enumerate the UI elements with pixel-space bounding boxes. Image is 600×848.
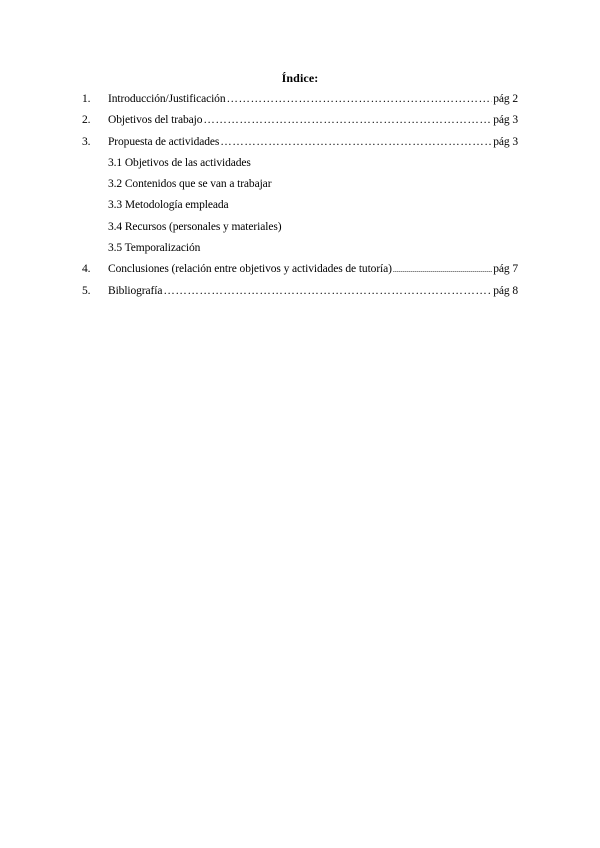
dot-leader [226, 93, 492, 105]
toc-subentry-label: 3.1 Objetivos de las actividades [108, 156, 251, 169]
toc-subentry-label: 3.5 Temporalización [108, 242, 201, 255]
toc-subentry-label: 3.2 Contenidos que se van a trabajar [108, 178, 272, 191]
toc-subentry-3-1 [82, 157, 518, 178]
dot-leader [163, 285, 492, 297]
toc-subentry-label: 3.4 Recursos (personales y materiales) [108, 220, 282, 233]
dot-leader [393, 263, 492, 275]
toc-entry-label: Introducción/Justificación [108, 93, 226, 105]
toc-subentry-3-3 [82, 199, 518, 220]
toc-entry-number: 4. [82, 263, 91, 276]
toc-entry-5 [82, 285, 518, 306]
toc-entry-page: pág 7 [493, 263, 518, 276]
toc-entry-number: 5. [82, 284, 91, 297]
toc-entry-4 [82, 263, 518, 284]
toc-entry-label: Bibliografía [108, 284, 163, 297]
page-title: Índice: [281, 71, 319, 85]
toc-subentry-label: 3.3 Metodología empleada [108, 199, 229, 212]
toc-subentry-3-5 [82, 242, 518, 263]
toc-entry-label: Propuesta de actividades [108, 135, 220, 148]
toc-entry-2 [82, 114, 518, 135]
toc-entry-label: Objetivos del trabajo [108, 114, 203, 127]
toc-entry-number: 2. [82, 114, 91, 127]
toc-entry-1 [82, 93, 518, 114]
table-of-contents [82, 93, 518, 306]
toc-entry-3 [82, 136, 518, 157]
toc-subentry-3-2 [82, 178, 518, 199]
toc-entry-page: pág 8 [493, 284, 518, 297]
toc-entry-number: 3. [82, 135, 91, 148]
toc-entry-number: 1. [82, 93, 91, 105]
toc-subentry-3-4 [82, 221, 518, 242]
dot-leader [220, 136, 492, 148]
toc-entry-page: pág 2 [493, 93, 518, 105]
toc-entry-page: pág 3 [493, 114, 518, 127]
toc-entry-page: pág 3 [493, 135, 518, 148]
dot-leader [203, 114, 492, 126]
toc-entry-label: Conclusiones (relación entre objetivos y actividades de tutoría) [108, 263, 392, 276]
